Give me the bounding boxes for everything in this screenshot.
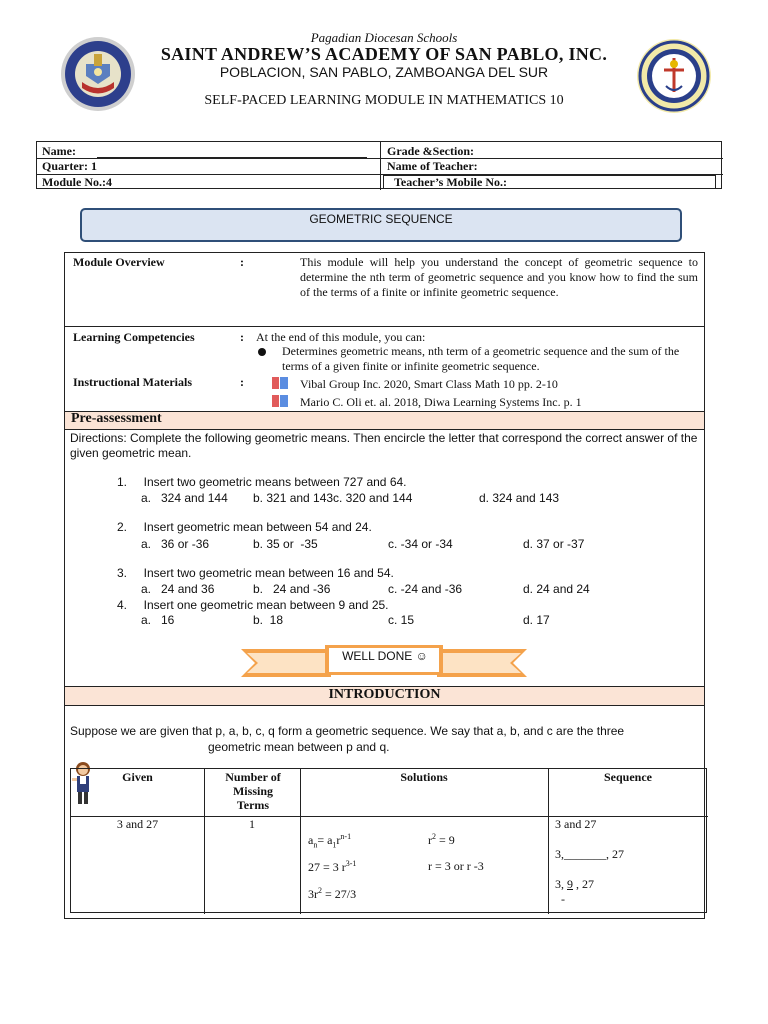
question-4-option-a: a. 16: [141, 613, 175, 627]
question-4-option-d: d. 17: [523, 613, 550, 627]
material-item-1: Vibal Group Inc. 2020, Smart Class Math 10 pp. 2-10: [300, 377, 558, 391]
book-icon: [272, 377, 288, 389]
preassessment-directions: Directions: Complete the following geometric means. Then encircle the letter that correspond the correct answer of the given geometric mean.: [70, 431, 698, 460]
question-4-option-c: c. 15: [388, 613, 415, 627]
column-header: Given: [122, 770, 153, 784]
question-2-option-d: d. 37 or -37: [523, 537, 585, 551]
introduction-text-2: geometric mean between p and q.: [208, 740, 390, 754]
example-table: [70, 768, 707, 913]
sequence-line-4: -: [561, 892, 565, 906]
school-address: POBLACION, SAN PABLO, ZAMBOANGA DEL SUR: [219, 64, 549, 80]
grade-section-label: Grade &Section:: [387, 144, 474, 158]
module-title: SELF-PACED LEARNING MODULE IN MATHEMATICS 10: [204, 93, 564, 108]
sequence-line-2: 3,_______, 27: [555, 847, 624, 861]
bullet-icon: [258, 348, 266, 356]
preassessment-title: Pre-assessment: [71, 411, 162, 426]
student-info-table: [36, 141, 722, 189]
well-done-label: WELL DONE ☺: [342, 649, 428, 663]
teacher-mobile-label: Teacher’s Mobile No.:: [394, 175, 507, 189]
question-4-option-b: b. 18: [253, 613, 284, 627]
question-1-option-d: d. 324 and 143: [479, 491, 560, 505]
question-3-option-b: b. 24 and -36: [253, 582, 331, 596]
question-3-option-c: c. -24 and -36: [388, 582, 463, 596]
introduction-title: INTRODUCTION: [328, 687, 441, 702]
overview-label: Module Overview: [73, 255, 165, 269]
column-header: Solutions: [400, 770, 448, 784]
question-3-option-a: a. 24 and 36: [141, 582, 215, 596]
question-1: 1. Insert two geometric means between 727 and 64.: [117, 475, 407, 489]
solution-substitution: 27 = 3 $r^{3-1}$: [308, 859, 357, 874]
overview-text: This module will help you understand the concept of geometric sequence to determine the nth term of geometric sequence and you know how to find the sum of the terms of a finite or infinite geometric sequence.: [300, 255, 698, 299]
competencies-intro: At the end of this module, you can:: [256, 330, 426, 344]
question-2-option-a: a. 36 or -36: [141, 537, 210, 551]
question-1-option-a: a. 324 and 144: [141, 491, 228, 505]
book-icon: [272, 395, 288, 407]
competency-item: Determines geometric means, nth term of a geometric sequence and the sum of the terms of a given finite or infinite geometric sequence.: [282, 344, 680, 373]
name-label: Name:: [42, 144, 76, 158]
solution-r-value: r = 3 or r -3: [428, 859, 484, 873]
academy-seal-logo: [636, 38, 712, 114]
solution-step-3: $3r^2 = 27/3$: [308, 886, 357, 901]
solution-r-squared: $r^2 = 9$: [428, 832, 455, 847]
topic-banner: GEOMETRIC SEQUENCE: [80, 208, 682, 242]
quarter-label: Quarter: 1: [42, 159, 97, 173]
question-1-option-c: c. 320 and 144: [333, 491, 413, 505]
solution-formula: $a_n= a_1r^{n-1}$: [308, 832, 352, 850]
question-2-option-c: c. -34 or -34: [388, 537, 453, 551]
module-content-frame: Module Overview : This module will help you understand the concept of geometric sequence to determine the nth term of geometric sequence and you know how to find the sum of the terms of a finite or infinite geometric sequence. Learning Competencies : At the end of this module, you can: Determines geometric means, nth term of a geometric sequence and the sum of the terms of a given finite or infinite geometric sequence. Instructional Materials : Vibal Group Inc. 2020, Smart Class Math 10 pp. 2-10 Mario C. Oli et. al. 2018, Diwa Learning Systems Inc. p. 1 Pre-assessment Directions: Complete the following geometric means. Then encircle the letter that correspond the correct answer of the given geometric mean. 1. Insert two geometric means between 727 and 64. a. 324 and 144 b. 321 and 143 c. 320 and 144 d. 324 and 143 2. Insert geometric mean between 54 and 24. a. 36 or -36 b. 35 or -35 c. -34 or -34 d. 37 or -37 3. Insert two geometric mean between 16 and 54. a. 24 and 36 b. 24 and -36 c. -24 and -36 d. 24 and 24 4. Insert one geometric mean between 9 and 25. a. 16 b. 18 c. 15 d. 17 WELL DONE ☺ INTRODUCTION Suppose we are given that p, a, b, c, q form a geometric sequence. We say that a, b, and c are the three geometric mean between p and q. Given Number of Missing Terms Solutions Sequence 3 and 27 1 $a_n= a_1r^{n-1}$ $r^2 = 9$ 27 = 3 $r^{3-1}$ r = 3 or r -3 $3r^2 = 27/3$ 3 and 27 3,_______, 27 3, 9 , 27 -: [64, 252, 705, 919]
materials-label: Instructional Materials: [73, 375, 192, 389]
sequence-line-1: 3 and 27: [555, 817, 597, 831]
question-2: 2. Insert geometric mean between 54 and 24.: [117, 520, 372, 534]
diocese-seal-logo: [60, 36, 136, 112]
introduction-text-1: Suppose we are given that p, a, b, c, q form a geometric sequence. We say that a, b, and c are the three: [70, 724, 625, 738]
module-number-label: Module No.:4: [42, 175, 112, 189]
teacher-name-label: Name of Teacher:: [387, 159, 478, 173]
question-2-option-b: b. 35 or -35: [253, 537, 318, 551]
question-1-option-b: b. 321 and 143: [253, 491, 334, 505]
school-name: SAINT ANDREW’S ACADEMY OF SAN PABLO, INC.: [160, 44, 608, 64]
sequence-line-3: 3, 9 , 27: [555, 877, 594, 891]
question-3: 3. Insert two geometric mean between 16 and 54.: [117, 566, 394, 580]
material-item-2: Mario C. Oli et. al. 2018, Diwa Learning Systems Inc. p. 1: [300, 395, 582, 409]
column-header: Number of Missing Terms: [225, 770, 281, 812]
question-3-option-d: d. 24 and 24: [523, 582, 590, 596]
cell-missing-terms: 1: [249, 817, 255, 831]
column-header: Sequence: [604, 770, 652, 784]
diocese-label: Pagadian Diocesan Schools: [310, 30, 458, 45]
cell-given: 3 and 27: [116, 817, 159, 831]
competencies-label: Learning Competencies: [73, 330, 195, 344]
question-4: 4. Insert one geometric mean between 9 and 25.: [117, 598, 389, 612]
